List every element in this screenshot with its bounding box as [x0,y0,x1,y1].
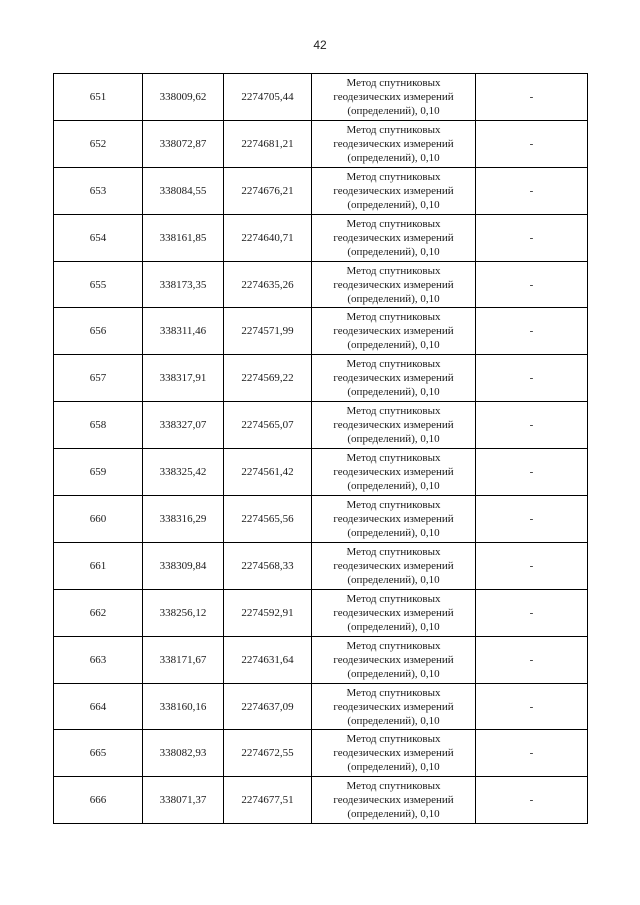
method-line: геодезических измерений [333,372,454,385]
note-cell: - [476,496,588,543]
point-number-cell: 663 [54,636,143,683]
x-coordinate-cell: 338309,84 [143,542,224,589]
page-number: 42 [313,38,327,52]
y-coordinate-cell: 2274568,33 [224,542,312,589]
x-coordinate-cell: 338160,16 [143,683,224,730]
table-row [54,683,588,730]
x-coordinate-cell: 338082,93 [143,730,224,777]
table-row [54,167,588,214]
x-coordinate-cell: 338256,12 [143,589,224,636]
table-row [54,730,588,777]
method-line: Метод спутниковых [346,780,441,793]
x-coordinate-cell: 338009,62 [143,74,224,121]
method-cell [312,636,476,683]
table-row [54,214,588,261]
point-number-cell: 659 [54,449,143,496]
method-line: (определений), 0,10 [347,339,440,352]
note-cell: - [476,74,588,121]
method-line: Метод спутниковых [346,686,441,699]
note-cell: - [476,402,588,449]
method-line: (определений), 0,10 [347,104,440,117]
method-cell [312,449,476,496]
note-cell: - [476,308,588,355]
method-cell [312,589,476,636]
y-coordinate-cell: 2274631,64 [224,636,312,683]
method-cell [312,120,476,167]
method-line: Метод спутниковых [346,405,441,418]
x-coordinate-cell: 338327,07 [143,402,224,449]
table-row [54,355,588,402]
note-cell: - [476,589,588,636]
point-number-cell: 661 [54,542,143,589]
table-row [54,496,588,543]
x-coordinate-cell: 338317,91 [143,355,224,402]
x-coordinate-cell: 338311,46 [143,308,224,355]
method-line: геодезических измерений [333,419,454,432]
method-line: геодезических измерений [333,606,454,619]
table-row [54,449,588,496]
note-cell: - [476,777,588,824]
method-line: (определений), 0,10 [347,198,440,211]
y-coordinate-cell: 2274565,56 [224,496,312,543]
point-number-cell: 654 [54,214,143,261]
method-line: (определений), 0,10 [347,808,440,821]
method-line: Метод спутниковых [346,358,441,371]
point-number-cell: 651 [54,74,143,121]
note-cell: - [476,355,588,402]
table-row [54,308,588,355]
method-line: (определений), 0,10 [347,667,440,680]
y-coordinate-cell: 2274681,21 [224,120,312,167]
method-line: Метод спутниковых [346,545,441,558]
y-coordinate-cell: 2274705,44 [224,74,312,121]
method-cell [312,355,476,402]
y-coordinate-cell: 2274672,55 [224,730,312,777]
table-row [54,402,588,449]
table-row [54,74,588,121]
method-line: Метод спутниковых [346,76,441,89]
x-coordinate-cell: 338173,35 [143,261,224,308]
method-line: Метод спутниковых [346,311,441,324]
method-cell [312,777,476,824]
method-line: Метод спутниковых [346,123,441,136]
point-number-cell: 658 [54,402,143,449]
coordinates-table-body [54,74,588,824]
method-line: (определений), 0,10 [347,573,440,586]
method-line: геодезических измерений [333,700,454,713]
method-line: (определений), 0,10 [347,245,440,258]
method-line: Метод спутниковых [346,639,441,652]
note-cell: - [476,730,588,777]
method-cell [312,167,476,214]
method-line: (определений), 0,10 [347,526,440,539]
method-line: геодезических измерений [333,231,454,244]
method-line: (определений), 0,10 [347,292,440,305]
note-cell: - [476,120,588,167]
note-cell: - [476,167,588,214]
coordinates-table [53,73,588,824]
method-cell [312,402,476,449]
x-coordinate-cell: 338316,29 [143,496,224,543]
table-row [54,542,588,589]
note-cell: - [476,214,588,261]
method-cell [312,308,476,355]
table-row [54,261,588,308]
method-line: Метод спутниковых [346,498,441,511]
x-coordinate-cell: 338325,42 [143,449,224,496]
method-line: (определений), 0,10 [347,620,440,633]
table-row [54,777,588,824]
point-number-cell: 652 [54,120,143,167]
method-line: геодезических измерений [333,794,454,807]
method-line: геодезических измерений [333,466,454,479]
x-coordinate-cell: 338161,85 [143,214,224,261]
method-line: (определений), 0,10 [347,714,440,727]
method-cell [312,730,476,777]
point-number-cell: 653 [54,167,143,214]
y-coordinate-cell: 2274676,21 [224,167,312,214]
method-line: геодезических измерений [333,512,454,525]
method-cell [312,496,476,543]
y-coordinate-cell: 2274565,07 [224,402,312,449]
method-line: (определений), 0,10 [347,480,440,493]
note-cell: - [476,449,588,496]
method-line: геодезических измерений [333,325,454,338]
x-coordinate-cell: 338084,55 [143,167,224,214]
method-line: геодезических измерений [333,137,454,150]
y-coordinate-cell: 2274640,71 [224,214,312,261]
note-cell: - [476,261,588,308]
point-number-cell: 657 [54,355,143,402]
method-cell [312,261,476,308]
table-row [54,589,588,636]
method-cell [312,683,476,730]
method-cell [312,542,476,589]
method-line: Метод спутниковых [346,217,441,230]
y-coordinate-cell: 2274635,26 [224,261,312,308]
method-cell [312,74,476,121]
y-coordinate-cell: 2274571,99 [224,308,312,355]
point-number-cell: 655 [54,261,143,308]
y-coordinate-cell: 2274592,91 [224,589,312,636]
point-number-cell: 666 [54,777,143,824]
y-coordinate-cell: 2274561,42 [224,449,312,496]
point-number-cell: 656 [54,308,143,355]
y-coordinate-cell: 2274677,51 [224,777,312,824]
point-number-cell: 664 [54,683,143,730]
method-line: геодезических измерений [333,653,454,666]
method-line: (определений), 0,10 [347,386,440,399]
y-coordinate-cell: 2274637,09 [224,683,312,730]
point-number-cell: 662 [54,589,143,636]
method-cell [312,214,476,261]
method-line: геодезических измерений [333,90,454,103]
table-row [54,636,588,683]
x-coordinate-cell: 338171,67 [143,636,224,683]
method-line: Метод спутниковых [346,264,441,277]
method-line: Метод спутниковых [346,452,441,465]
y-coordinate-cell: 2274569,22 [224,355,312,402]
method-line: Метод спутниковых [346,170,441,183]
method-line: геодезических измерений [333,278,454,291]
method-line: Метод спутниковых [346,733,441,746]
point-number-cell: 660 [54,496,143,543]
x-coordinate-cell: 338072,87 [143,120,224,167]
method-line: Метод спутниковых [346,592,441,605]
note-cell: - [476,542,588,589]
method-line: (определений), 0,10 [347,151,440,164]
method-line: (определений), 0,10 [347,433,440,446]
method-line: геодезических измерений [333,559,454,572]
point-number-cell: 665 [54,730,143,777]
note-cell: - [476,683,588,730]
method-line: (определений), 0,10 [347,761,440,774]
x-coordinate-cell: 338071,37 [143,777,224,824]
method-line: геодезических измерений [333,747,454,760]
table-row [54,120,588,167]
method-line: геодезических измерений [333,184,454,197]
note-cell: - [476,636,588,683]
